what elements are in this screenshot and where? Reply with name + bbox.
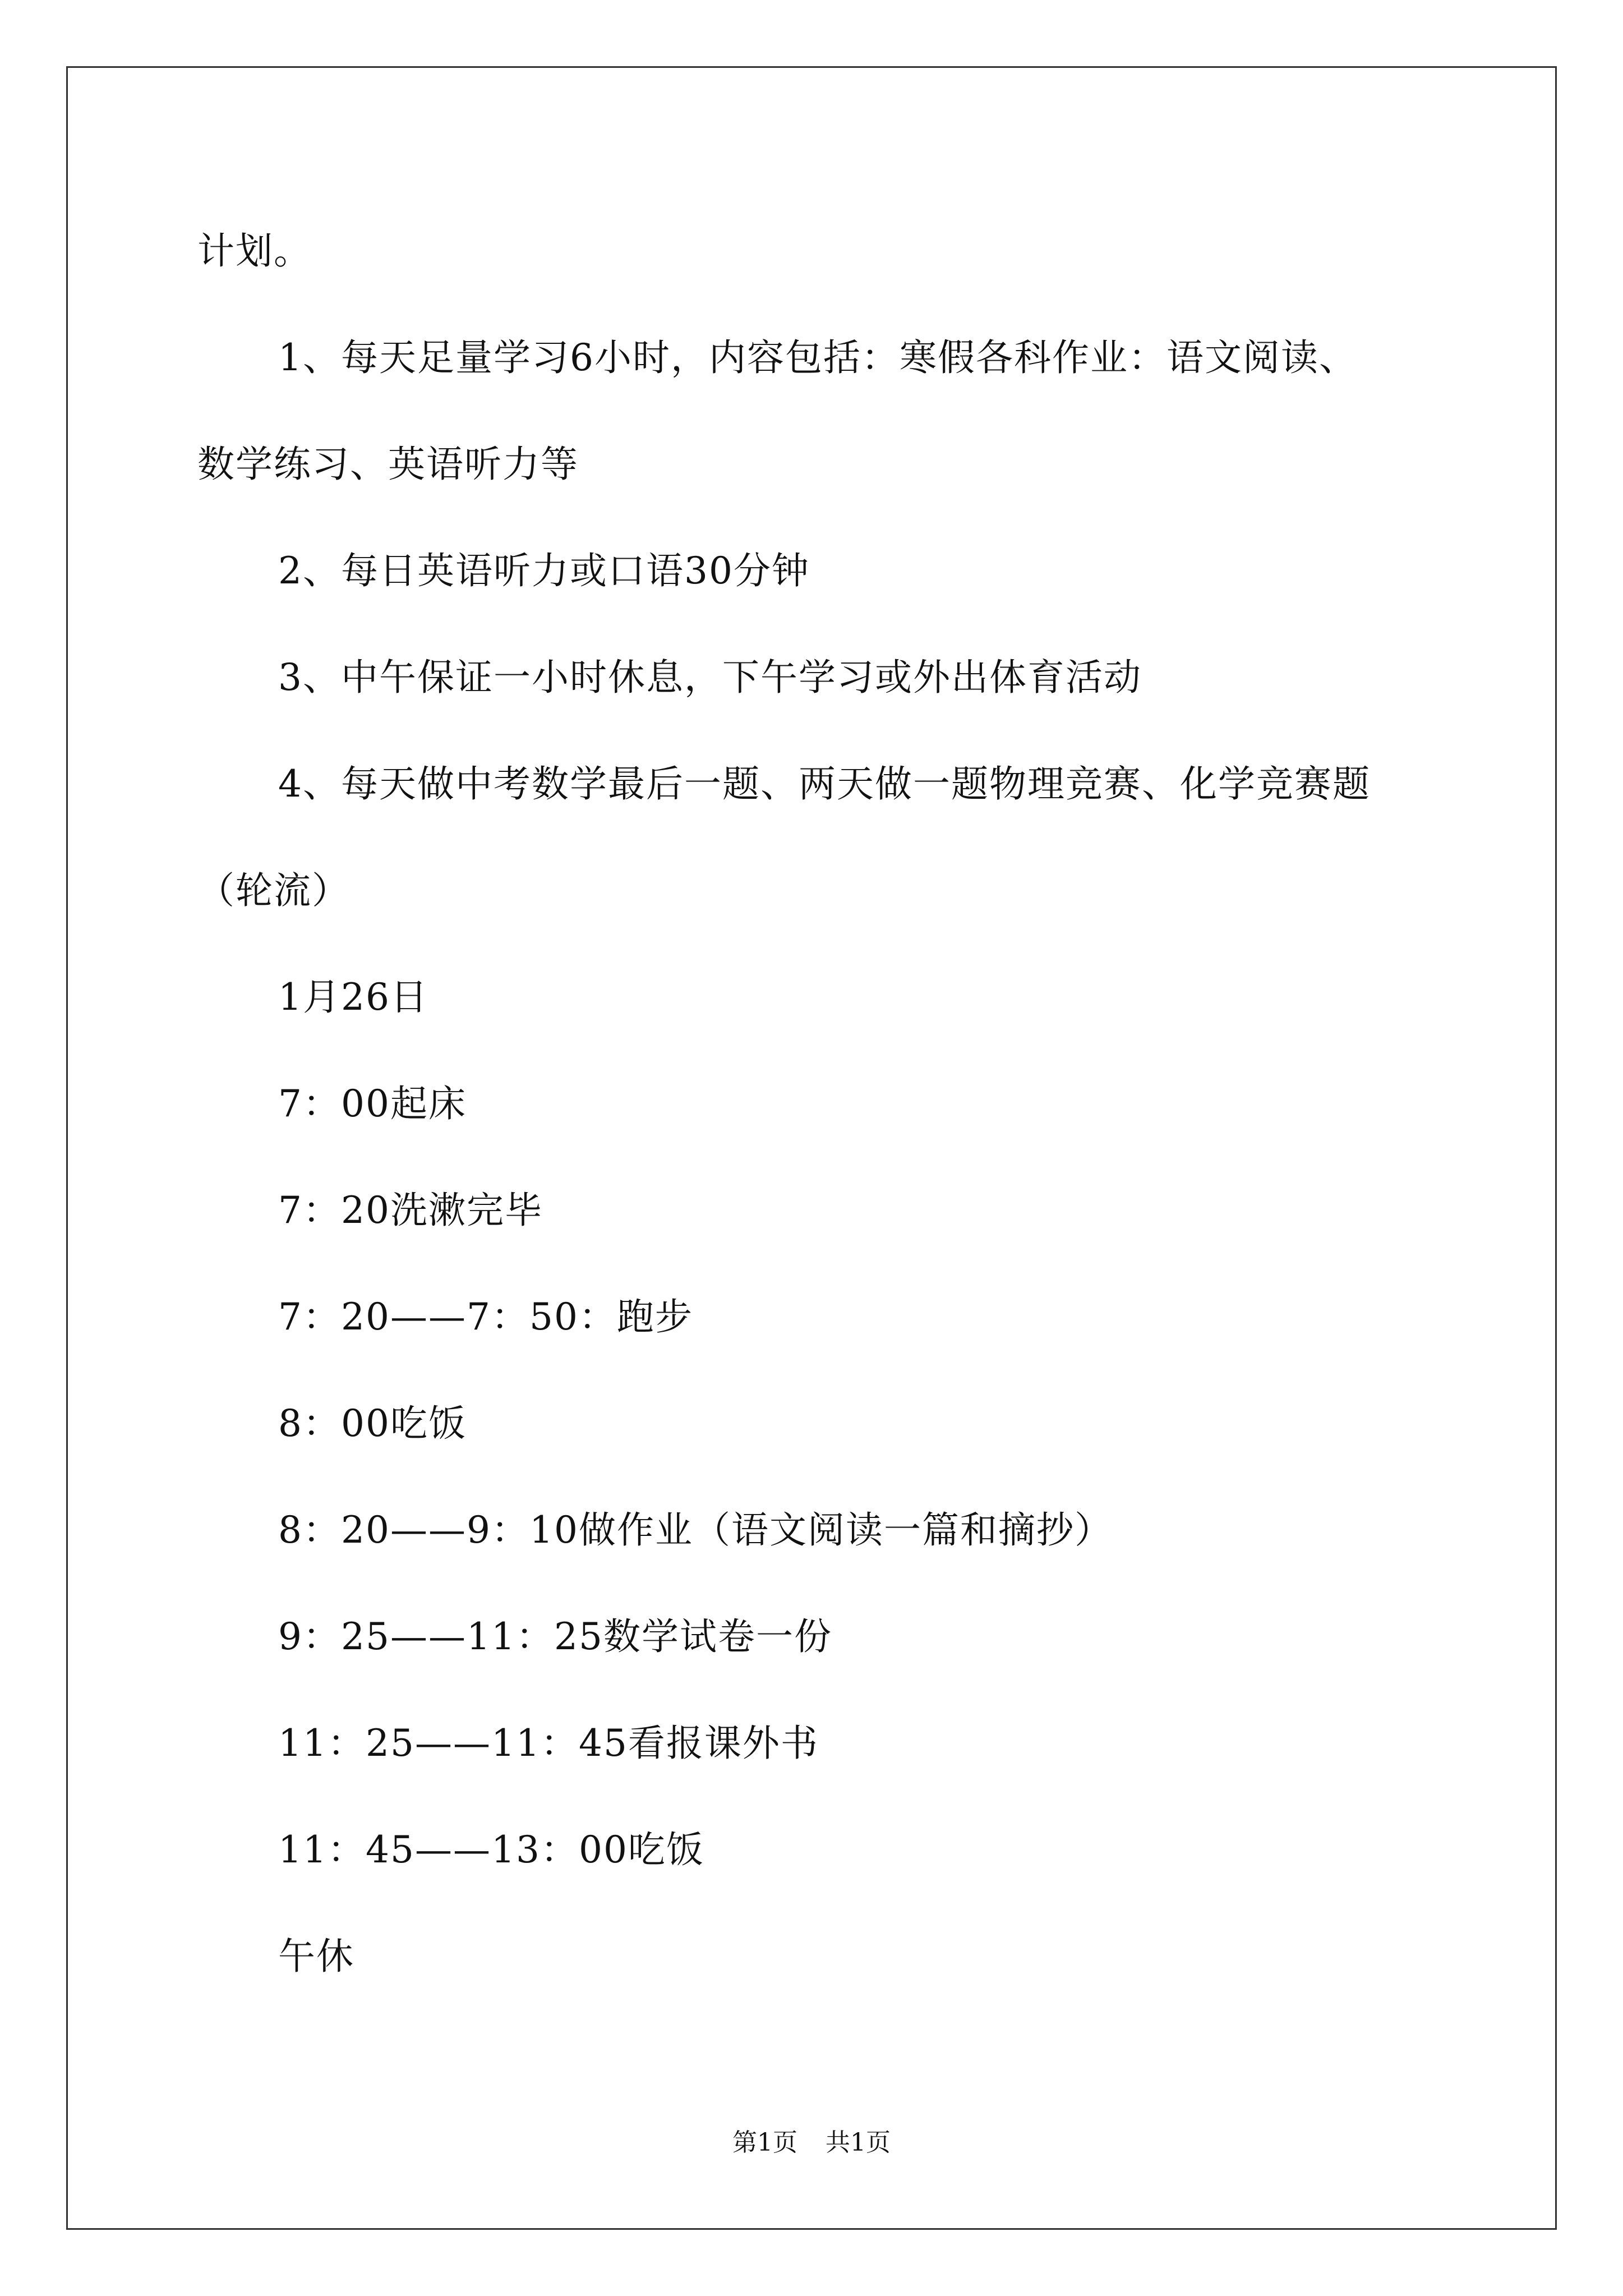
text-line-item-3: 3、中午保证一小时休息，下午学习或外出体育活动: [278, 656, 1142, 699]
schedule-line-run: 7：20——7：50：跑步: [278, 1295, 693, 1338]
schedule-line-breakfast: 8：00吃饭: [278, 1402, 467, 1445]
schedule-line-math: 9：25——11：25数学试卷一份: [278, 1615, 832, 1658]
page-total-label: 共1页: [826, 2128, 891, 2157]
schedule-line-lunch: 11：45——13：00吃饭: [278, 1828, 704, 1871]
schedule-line-reading: 11：25——11：45看报课外书: [278, 1722, 819, 1765]
text-line-plan-continuation: 计划。: [197, 229, 312, 273]
text-line-item-4: 4、每天做中考数学最后一题、两天做一题物理竞赛、化学竞赛题: [278, 762, 1371, 806]
schedule-line-homework: 8：20——9：10做作业（语文阅读一篇和摘抄）: [278, 1508, 1113, 1552]
text-line-item-1-continuation: 数学练习、英语听力等: [197, 443, 579, 486]
text-line-item-4-continuation: （轮流）: [197, 869, 350, 912]
text-line-date: 1月26日: [278, 976, 428, 1019]
schedule-line-wake: 7：00起床: [278, 1082, 467, 1125]
text-line-item-1: 1、每天足量学习6小时，内容包括：寒假各科作业：语文阅读、: [278, 336, 1357, 379]
schedule-line-wash: 7：20洗漱完毕: [278, 1189, 543, 1232]
page-border: [66, 66, 1557, 2230]
page-number-label: 第1页: [732, 2128, 797, 2157]
text-line-item-2: 2、每日英语听力或口语30分钟: [278, 549, 810, 592]
schedule-line-nap: 午休: [278, 1935, 354, 1978]
page-footer: [0, 2127, 1623, 2159]
